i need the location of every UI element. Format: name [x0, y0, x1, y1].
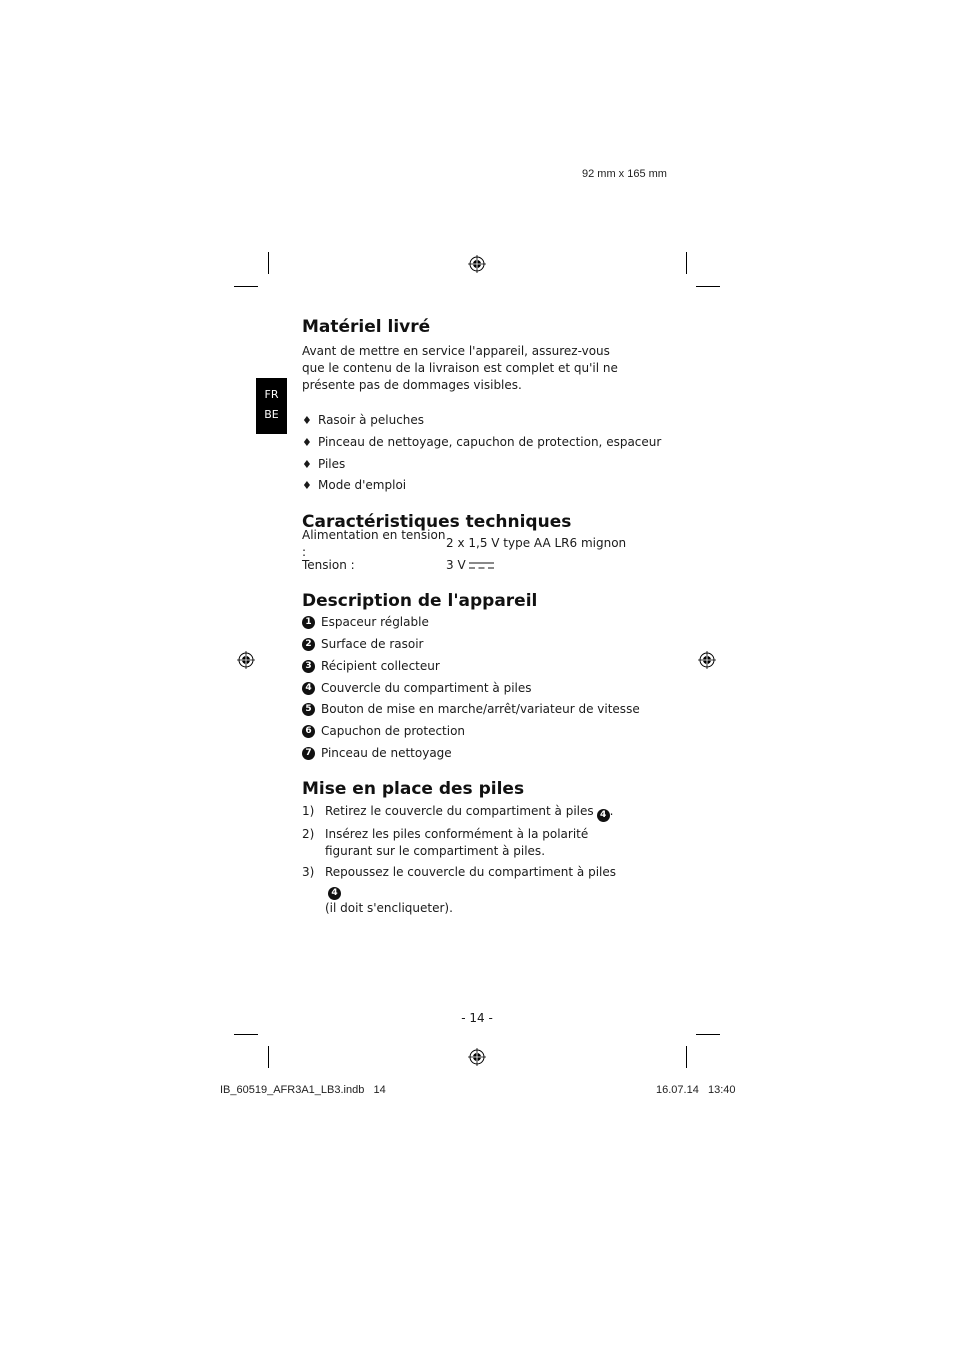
- steps-list: [302, 803, 662, 917]
- number-badge-icon: 4: [328, 887, 341, 900]
- language-fr: FR: [264, 388, 279, 401]
- list-item: 2 Surface de rasoir: [302, 634, 662, 656]
- section-title-materiel: Matériel livré: [302, 317, 431, 337]
- page-number: - 14 -: [461, 1011, 493, 1025]
- number-badge-icon: 3: [302, 660, 315, 673]
- diamond-bullet-icon: ♦: [302, 436, 312, 450]
- list-item: 7 Pinceau de nettoyage: [302, 743, 662, 765]
- list-item: ♦ Mode d'emploi: [302, 478, 407, 493]
- list-item: ♦ Pinceau de nettoyage, capuchon de protection, espaceur: [302, 435, 662, 450]
- number-badge-icon: 7: [302, 747, 315, 760]
- number-badge-icon: 2: [302, 638, 315, 651]
- diamond-bullet-icon: ♦: [302, 414, 312, 428]
- page-content: [302, 316, 662, 921]
- number-badge-icon: 5: [302, 703, 315, 716]
- list-item: 1 Espaceur réglable: [302, 612, 662, 634]
- language-be: BE: [264, 408, 279, 421]
- list-item: 4 Couvercle du compartiment à piles: [302, 677, 662, 699]
- list-item: ♦ Piles: [302, 456, 346, 471]
- diamond-bullet-icon: ♦: [302, 479, 312, 493]
- format-label: 92 mm x 165 mm: [582, 168, 667, 180]
- registration-mark-icon: [698, 651, 716, 669]
- number-badge-icon: 6: [302, 725, 315, 738]
- number-badge-icon: 4: [302, 682, 315, 695]
- language-tab: [256, 378, 287, 434]
- list-item: 1) Retirez le couvercle du compartiment à piles 4 .: [302, 804, 614, 821]
- section-title-caracteristiques: Caractéristiques techniques: [302, 511, 572, 532]
- spec-row: Tension : 3 V: [302, 555, 662, 577]
- materiel-intro: Avant de mettre en service l'appareil, assurez-vous que le contenu de la livraison est complet et qu'il ne présente pas de dommages visibles.: [302, 344, 618, 392]
- materiel-list: [302, 410, 662, 497]
- list-item: ♦ Rasoir à peluches: [302, 413, 425, 428]
- spec-row: Alimentation en tension : 2 x 1,5 V type AA LR6 mignon: [302, 527, 627, 559]
- list-item: 3 Récipient collecteur: [302, 655, 662, 677]
- registration-mark-icon: [237, 651, 255, 669]
- section-title-description: Description de l'appareil: [302, 590, 538, 611]
- number-badge-icon: 4: [597, 809, 610, 822]
- list-item: 2) Insérez les piles conformément à la polarité figurant sur le compartiment à piles.: [302, 827, 589, 859]
- parts-list: [302, 612, 662, 765]
- list-item: 3) Repoussez le couvercle du compartiment à piles4 (il doit s'encliqueter).: [302, 865, 616, 916]
- registration-mark-icon: [468, 1048, 486, 1066]
- section-title-piles: Mise en place des piles: [302, 779, 525, 800]
- registration-mark-icon: [468, 255, 486, 273]
- list-item: 6 Capuchon de protection: [302, 721, 662, 743]
- file-label: IB_60519_AFR3A1_LB3.indb 14: [220, 1084, 386, 1096]
- diamond-bullet-icon: ♦: [302, 457, 312, 471]
- list-item: 5 Bouton de mise en marche/arrêt/variateur de vitesse: [302, 699, 662, 721]
- number-badge-icon: 1: [302, 616, 315, 629]
- direct-current-icon: [469, 561, 494, 570]
- datetime-label: 16.07.14 13:40: [656, 1084, 736, 1096]
